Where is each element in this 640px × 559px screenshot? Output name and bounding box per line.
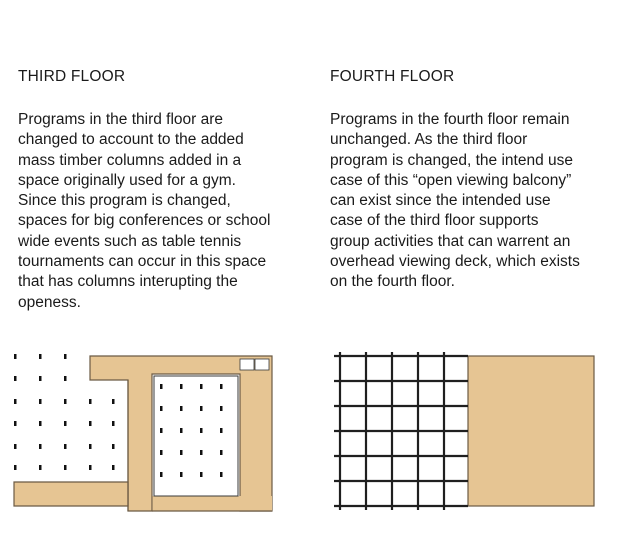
column-mark bbox=[160, 450, 163, 455]
column-mark bbox=[160, 384, 163, 389]
column-mark bbox=[89, 465, 92, 470]
third-floor-line: changed to account to the added bbox=[18, 131, 244, 149]
column-mark bbox=[200, 384, 203, 389]
third-floor-body bbox=[18, 110, 310, 313]
column-mark bbox=[220, 384, 223, 389]
column-mark bbox=[14, 399, 17, 404]
third-floor-line: openess. bbox=[18, 293, 81, 311]
column-mark bbox=[200, 450, 203, 455]
column-mark bbox=[14, 376, 17, 381]
column-mark bbox=[14, 421, 17, 426]
third-floor-timber-slab-bottom bbox=[152, 496, 272, 511]
column-mark bbox=[160, 472, 163, 477]
third-floor-line: spaces for big conferences or school bbox=[18, 212, 271, 230]
column-mark bbox=[39, 399, 42, 404]
fourth-floor-line: Programs in the fourth floor remain bbox=[330, 111, 570, 128]
third-floor-line: tournaments can occur in this space bbox=[18, 253, 267, 271]
fourth-floor-line: on the fourth floor. bbox=[330, 273, 455, 291]
column-mark bbox=[14, 444, 17, 449]
fourth-floor-viewing-deck bbox=[468, 356, 594, 506]
fourth-floor-heading: FOURTH FLOOR bbox=[330, 68, 455, 85]
column-mark bbox=[220, 450, 223, 455]
column-mark bbox=[160, 406, 163, 411]
column-mark bbox=[64, 376, 67, 381]
third-floor-small-room bbox=[240, 359, 254, 370]
column-mark bbox=[39, 465, 42, 470]
column-mark bbox=[89, 421, 92, 426]
column-mark bbox=[112, 465, 115, 470]
column-mark bbox=[14, 354, 17, 359]
fourth-floor-plan bbox=[326, 346, 606, 546]
column-mark bbox=[180, 450, 183, 455]
column-mark bbox=[39, 421, 42, 426]
column-mark bbox=[180, 428, 183, 433]
third-floor-line: that has columns interupting the bbox=[18, 273, 238, 291]
fourth-floor-line: group activities that can warrent an bbox=[330, 232, 571, 250]
column-mark bbox=[64, 444, 67, 449]
column-mark bbox=[14, 465, 17, 470]
column-mark bbox=[200, 428, 203, 433]
fourth-floor-body bbox=[330, 110, 630, 293]
column-mark bbox=[89, 399, 92, 404]
column-mark bbox=[220, 406, 223, 411]
column-mark bbox=[39, 376, 42, 381]
third-floor-line: mass timber columns added in a bbox=[18, 151, 242, 169]
column-mark bbox=[112, 444, 115, 449]
fourth-floor-line: case of the third floor supports bbox=[330, 212, 539, 230]
fourth-floor-open-grid bbox=[334, 352, 468, 510]
column-mark bbox=[180, 406, 183, 411]
fourth-floor-line: program is changed, the intend use bbox=[330, 151, 573, 169]
third-floor-line: wide events such as table tennis bbox=[18, 232, 242, 250]
third-floor-line: Since this program is changed, bbox=[18, 192, 231, 210]
column-mark bbox=[200, 472, 203, 477]
column-mark bbox=[39, 444, 42, 449]
column-mark bbox=[64, 465, 67, 470]
column-mark bbox=[64, 421, 67, 426]
third-floor-line: space originally used for a gym. bbox=[18, 171, 236, 189]
column-mark bbox=[180, 472, 183, 477]
column-mark bbox=[112, 399, 115, 404]
third-floor-heading: THIRD FLOOR bbox=[18, 68, 126, 85]
column-mark bbox=[39, 354, 42, 359]
third-floor-plan bbox=[0, 346, 300, 546]
column-mark bbox=[220, 428, 223, 433]
fourth-floor-line: can exist since the intended use bbox=[330, 192, 551, 210]
column-mark bbox=[200, 406, 203, 411]
third-floor-small-room bbox=[255, 359, 269, 370]
column-mark bbox=[64, 354, 67, 359]
column-mark bbox=[112, 421, 115, 426]
fourth-floor-line: case of this “open viewing balcony” bbox=[330, 171, 572, 189]
column-mark bbox=[180, 384, 183, 389]
third-floor-open-bay bbox=[154, 376, 238, 496]
fourth-floor-line: unchanged. As the third floor bbox=[330, 131, 528, 149]
column-mark bbox=[220, 472, 223, 477]
column-mark bbox=[64, 399, 67, 404]
fourth-floor-description bbox=[330, 66, 630, 293]
column-mark bbox=[89, 444, 92, 449]
third-floor-timber-strip bbox=[14, 482, 128, 506]
third-floor-description bbox=[18, 66, 310, 313]
fourth-floor-line: overhead viewing deck, which exists bbox=[330, 253, 580, 271]
third-floor-line: Programs in the third floor are bbox=[18, 111, 224, 128]
column-mark bbox=[160, 428, 163, 433]
